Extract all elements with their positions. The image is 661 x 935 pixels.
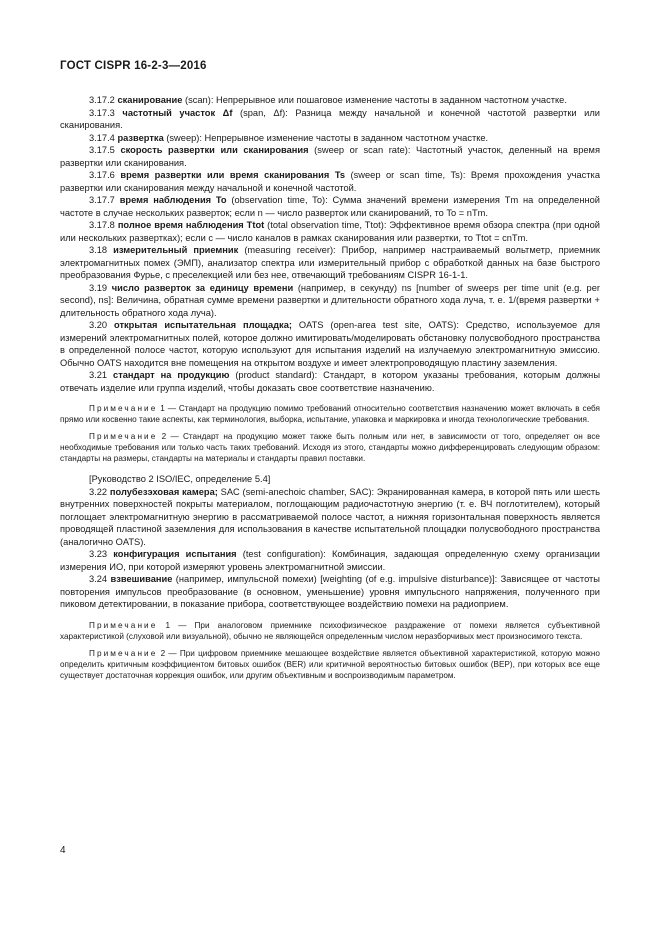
term-paragraph: 3.18 измерительный приемник (measuring receiver): Прибор, например настраиваемый вольтметр, приемник электромагнитных помех (ЭМП), анализатор спектра или измерительный прибор с обработкой данных на базе быстрого преобразования Фурье, с преселекцией или без нее, отвечающий требованиям CISPR 16-1-1. xyxy=(60,245,600,280)
document-body xyxy=(60,94,600,681)
term-paragraph: 3.23 конфигурация испытания (test configuration): Комбинация, задающая определенную схему организации измерения ИО, при которой измеряют уровень электромагнитной эмиссии. xyxy=(60,549,600,572)
term-paragraph: 3.20 открытая испытательная площадка; OATS (open-area test site, OATS): Средство, используемое для измерений электромагнитных полей, которое должно имитировать/моделировать обстановку полусвободного пространства в определенной полосе частот, которую используют для испытания изделий на излучаемую электромагнитную эмиссию. Обычно OATS находится вне помещения на открытом воздухе и имеет электропроводящую пластину заземления. xyxy=(60,320,600,368)
term-paragraph: 3.17.7 время наблюдения To (observation time, To): Сумма значений времени измерения Tm на определенной частоте в случае нескольких разверток; если n — число разверток или сканирований, то To = nTm. xyxy=(60,195,600,218)
note-paragraph: Примечание 2 — Стандарт на продукцию может также быть полным или нет, в зависимости от того, определяет он все необходимые требования или только часть таких требований. Исходя из этого, стандарты можно дифференцировать следующим образом: стандарты на размеры, стандарты на материалы и стандарты правил поставки. xyxy=(60,432,600,464)
spacer xyxy=(60,394,600,403)
spacer xyxy=(60,611,600,620)
reference-line: [Руководство 2 ISO/IEC, определение 5.4] xyxy=(89,474,271,485)
term-paragraph: 3.22 полубезэховая камера; SAC (semi-anechoic chamber, SAC): Экранированная камера, в которой пять или шесть внутренних поверхностей покрыты материалом, поглощающим радиочастотную энергию (т. е. ВЧ поглотителем), который поглощает электромагнитную энергию в рассматриваемой полосе частот, а нижняя горизонтальная поверхность является проводящей пластиной заземления для использования в качестве испытательной площадки полусвободного пространства (аналогично OATS). xyxy=(60,486,600,547)
note-paragraph: Примечание 1 — При аналоговом приемнике психофизическое раздражение от помехи является субъективной характеристикой (слуховой или визуальной), обычно не являющейся определенным числом неразборчивых мест произносимого текста. xyxy=(60,620,600,642)
term-paragraph: 3.17.4 развертка (sweep): Непрерывное изменение частоты в заданном частотном участке. xyxy=(89,132,489,143)
spacer xyxy=(60,464,600,473)
page-number: 4 xyxy=(60,845,66,856)
term-paragraph: 3.17.8 полное время наблюдения Ttot (total observation time, Ttot): Эффективное время обзора спектра (при одной или нескольких развертках); если c — число каналов в рамках сканирования или развертки, то Ttot = cnTm. xyxy=(60,220,600,243)
term-paragraph: 3.17.6 время развертки или время сканирования Ts (sweep or scan time, Ts): Время прохождения участка развертки или сканирования между начальной и конечной частотой. xyxy=(60,170,601,193)
term-paragraph: 3.17.2 сканирование (scan): Непрерывное или пошаговое изменение частоты в заданном частотном участке. xyxy=(89,95,567,105)
term-paragraph: 3.24 взвешивание (например, импульсной помехи) [weighting (of e.g. impulsive disturbance)]: Зависящее от частоты повторения импульсов преобразование (в основном, уменьшение) уровня импульсного напряжения, полученного при пиковом детектировании, в показание прибора, соответствующее воздействию помехи на радиоприем. xyxy=(60,574,600,610)
note-paragraph: Примечание 1 — Стандарт на продукцию помимо требований относительно соответствия назначению может включать в себя прямо или косвенно такие аспекты, как терминология, выборка, испытание, упаковка и маркировка и иногда технологические требования. xyxy=(60,404,600,425)
term-paragraph: 3.17.5 скорость развертки или сканирования (sweep or scan rate): Частотный участок, деленный на время развертки или сканирования. xyxy=(60,145,600,168)
term-paragraph: 3.19 число разверток за единицу времени (например, в секунду) ns [number of sweeps per time unit (e.g. per second), ns]: Величина, обратная сумме времени развертки и длительности обратного хода луча, т. е. 1/(время развертки + длительность обратного хода луча). xyxy=(60,282,600,318)
document-header: ГОСТ CISPR 16-2-3—2016 xyxy=(60,60,207,72)
term-paragraph: 3.17.3 частотный участок Δf (span, Δf): Разница между начальной и конечной частотой развертки или сканирования. xyxy=(60,107,600,130)
term-paragraph: 3.21 стандарт на продукцию (product standard): Стандарт, в котором указаны требования, которым должны отвечать изделие или группа изделий, чтобы доказать свое соответствие назначению. xyxy=(60,370,601,393)
note-paragraph: Примечание 2 — При цифровом приемнике мешающее воздействие является объективной характеристикой, которую можно определить критичным коэффициентом битовых ошибок (BER) или критичной вероятностью битовых ошибок (BEP), при которых все еще существует достаточная коррекция ошибок, или другим объективным и воспроизводимым параметром. xyxy=(60,649,600,681)
